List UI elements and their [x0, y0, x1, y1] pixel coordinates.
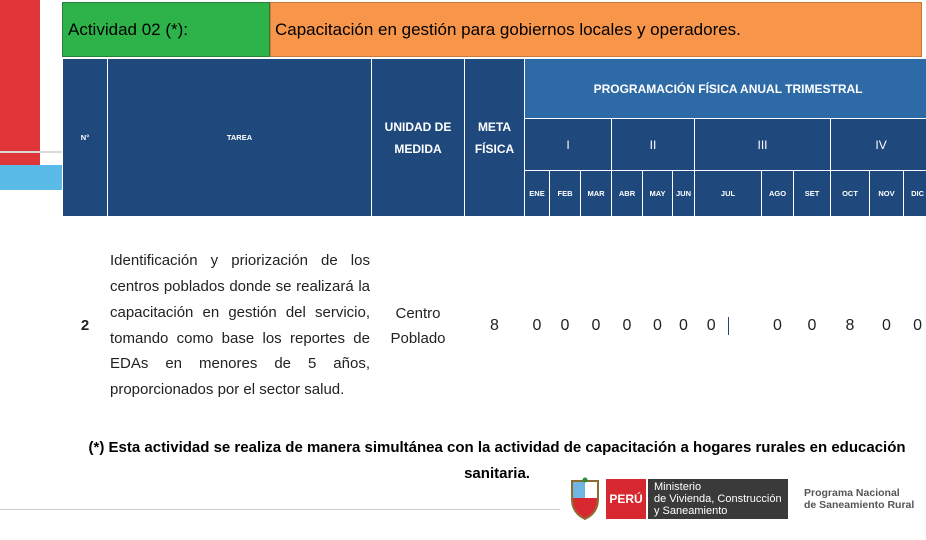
activity-note: (*) Esta actividad se realiza de manera simultánea con la actividad de capacitación a hogares rurales en educación sanitaria. [63, 435, 926, 488]
schedule-table [62, 58, 926, 488]
activity-title: Capacitación en gestión para gobiernos locales y operadores. [270, 2, 922, 57]
grey-divider [0, 151, 62, 153]
header-meta-line1: META [477, 119, 512, 134]
cell-split-blank [729, 317, 762, 335]
header-unit-line2: MEDIDA [394, 141, 442, 156]
header-quarter-2: II [612, 119, 695, 171]
header-number: N° [63, 59, 108, 217]
row-month-value: 0 [794, 217, 831, 435]
row-month-value [695, 217, 762, 435]
header-month: OCT [831, 171, 870, 217]
header-month: MAY [643, 171, 673, 217]
row-month-value: 0 [581, 217, 612, 435]
header-month: JUL [695, 171, 762, 217]
header-unit [372, 59, 465, 217]
header-month: ABR [612, 171, 643, 217]
header-month: SET [794, 171, 831, 217]
header-meta-line2: FÍSICA [474, 141, 515, 156]
header-month: ENE [525, 171, 550, 217]
header-unit-line1: UNIDAD DE [384, 119, 452, 134]
header-task: TAREA [108, 59, 372, 217]
row-month-value: 0 [870, 217, 904, 435]
row-unit [372, 217, 465, 435]
ministry-line1: Ministerio [654, 481, 702, 493]
blue-accent-bar [0, 165, 62, 190]
footer-divider [0, 509, 560, 510]
row-meta: 8 [465, 217, 525, 435]
row-task: Identificación y priorización de los centros poblados donde se realizará la capacitación en gestión del servicio, tomando como base los reportes de EDAs en menores de 5 años, proporcionados por el sector salud. [108, 217, 372, 435]
program-line1: Programa Nacional [804, 487, 900, 499]
header-month: JUN [673, 171, 695, 217]
row-month-value: 0 [612, 217, 643, 435]
ministry-line2: de Vivienda, Construcción [654, 493, 782, 505]
peru-badge: PERÚ [606, 479, 646, 519]
row-unit-line2: Poblado [390, 329, 446, 347]
ministry-logo [568, 474, 920, 524]
header-month: MAR [581, 171, 612, 217]
row-month-value: 8 [831, 217, 870, 435]
header-month: FEB [550, 171, 581, 217]
header-meta [465, 59, 525, 217]
red-accent-bar [0, 0, 40, 165]
ministry-line3: y Saneamiento [654, 505, 728, 517]
coat-of-arms-icon [568, 477, 602, 521]
row-month-value: 0 [904, 217, 926, 435]
ministry-name [648, 479, 788, 519]
table-row [63, 217, 926, 435]
row-month-value: 0 [525, 217, 550, 435]
row-number: 2 [63, 217, 108, 435]
activity-header [62, 2, 922, 57]
header-quarter-3: III [695, 119, 831, 171]
program-line2: de Saneamiento Rural [804, 499, 915, 511]
header-month: DIC [904, 171, 926, 217]
row-month-value-jul: 0 [706, 316, 716, 334]
row-month-value: 0 [550, 217, 581, 435]
header-quarter-4: IV [831, 119, 926, 171]
program-name [804, 487, 914, 511]
row-month-value: 0 [673, 217, 695, 435]
header-month: AGO [762, 171, 794, 217]
header-programming: PROGRAMACIÓN FÍSICA ANUAL TRIMESTRAL [525, 59, 926, 119]
row-unit-line1: Centro [395, 304, 441, 322]
row-month-value: 0 [643, 217, 673, 435]
header-quarter-1: I [525, 119, 612, 171]
activity-label: Actividad 02 (*): [62, 2, 270, 57]
header-month: NOV [870, 171, 904, 217]
row-month-value: 0 [762, 217, 794, 435]
